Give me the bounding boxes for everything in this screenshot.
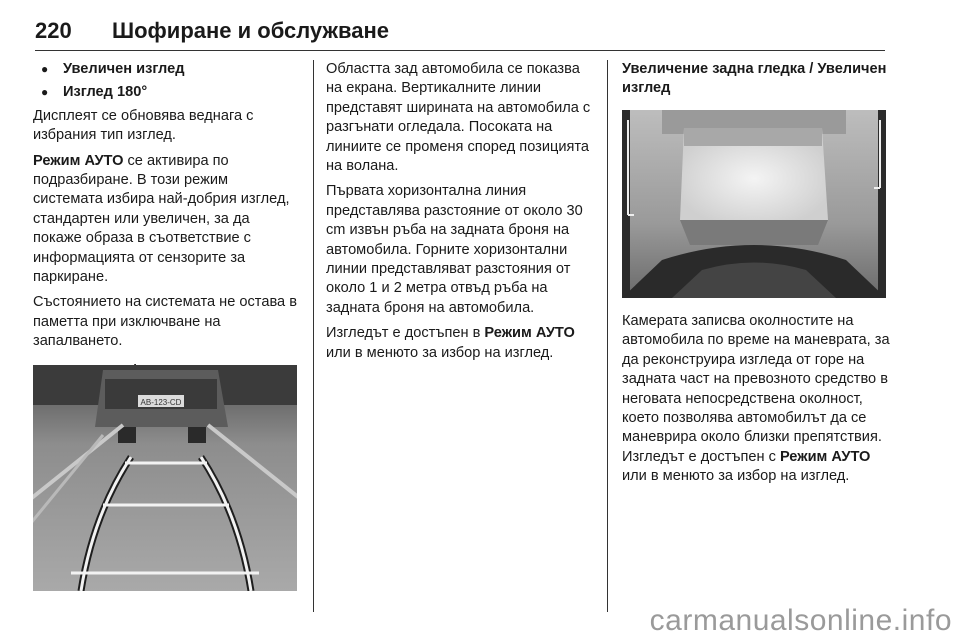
zoom-desc-post: или в менюто за избор на изглед.	[622, 468, 850, 485]
zoom-desc-auto-mode: Режим АУТО	[779, 448, 871, 465]
subheading-zoom-view: Увеличение задна гледка / Увеличен изглед	[622, 61, 887, 97]
auto-mode-term: Режим АУТО	[33, 152, 124, 169]
column-3-text	[622, 312, 890, 493]
rear-camera-zoom-image	[622, 110, 886, 298]
zoom-desc-pre: Камерата записва околностите на автомобила по време на маневрата, за да реконструира изгледа от горе на задната част на превозното средство в неговата непосредствена околност, което позволява автомобилът да се маневрира около близки препятствия. Изгледът е достъпен с	[622, 313, 890, 465]
column-3	[622, 60, 890, 103]
column-divider-2	[607, 60, 608, 612]
paragraph-availability	[326, 324, 594, 363]
paragraph-rear-area: Областта зад автомобила се показва на екрана. Вертикалните линии представят ширината на автомобила с разгънати огледала. Посоката на линиите се променя според позицията на волана.	[326, 61, 591, 175]
paragraph-memory-state: Състоянието на системата не остава в паметта при изключване на запалването.	[33, 294, 297, 350]
bullet-zoom-view: ● Увеличен изглед	[33, 60, 301, 79]
column-divider-1	[313, 60, 314, 612]
rear-camera-standard-image	[33, 365, 297, 591]
auto-mode-text: се активира по подразбиране. В този режим системата избира най-добрия изглед, стандартен или увеличен, за да покаже образа в съответствие с информацията от сензорите за паркиране.	[33, 152, 290, 286]
paragraph-auto-mode	[33, 152, 301, 288]
license-plate-text: AB-123-CD	[140, 398, 182, 407]
watermark: carmanualsonline.info	[649, 604, 952, 637]
page-header	[35, 14, 885, 51]
paragraph-horizontal-lines: Първата хоризонтална линия представлява разстояние от около 30 cm извън ръба на задната броня на автомобила. Горните хоризонтални линии представляват разстояния от около 1 и 2 метра отвъд ръба на задната броня на автомобила.	[326, 183, 583, 316]
column-2	[326, 60, 594, 369]
availability-auto-mode: Режим АУТО	[484, 325, 575, 342]
page-number: 220	[35, 18, 72, 43]
paragraph-display-update: Дисплеят се обновява веднага с избрания тип изглед.	[33, 107, 254, 144]
availability-post: или в менюто за избор на изглед.	[326, 344, 554, 361]
bullet-180-view: ● Изглед 180°	[33, 83, 301, 102]
availability-pre: Изгледът е достъпен в	[326, 325, 485, 342]
page-title: Шофиране и обслужване	[112, 18, 390, 43]
paragraph-zoom-description	[622, 312, 890, 487]
column-1	[33, 60, 301, 385]
